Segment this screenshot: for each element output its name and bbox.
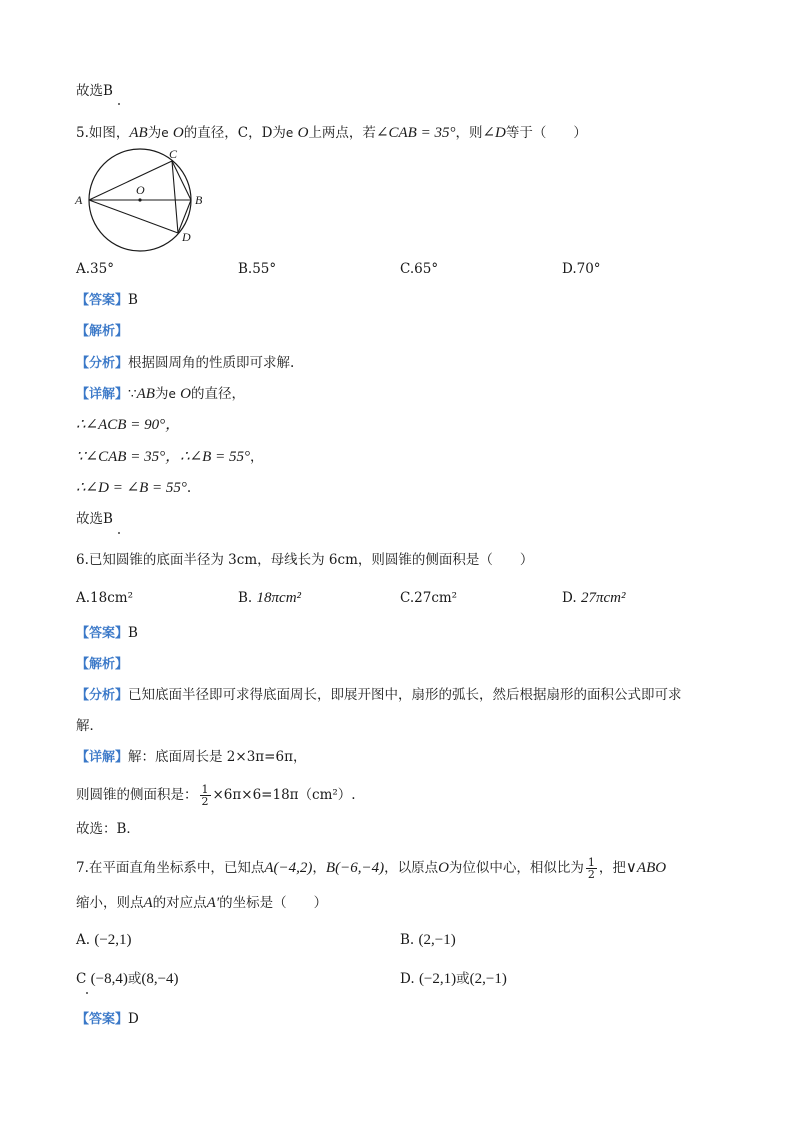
q5-detail-4: ∴∠D = ∠B = 55°. (76, 480, 192, 496)
q5-analysis: 【分析】根据圆周角的性质即可求解. (76, 355, 295, 371)
label-a: A (75, 193, 83, 207)
q6-analysis-2: 解． (76, 718, 103, 734)
closing-line-q4: 故选B (76, 83, 113, 99)
q7-option-d: D. (−2,1)或(2,−1) (400, 971, 507, 987)
q5-option-d: D.70° (562, 261, 601, 277)
q5-answer: 【答案】B (76, 292, 138, 308)
q6-detail-2: 则圆锥的侧面积是： $\frac{1}{2}$ ×6π×6=18π（cm²）. (76, 783, 356, 808)
chord-bd (178, 200, 191, 233)
center-dot (138, 198, 141, 201)
chord-ad (89, 200, 178, 233)
q7-option-c: C (−8,4)或(8,−4) (76, 971, 179, 987)
q6-option-b: B. 18πcm² (238, 590, 302, 606)
dot-mark (118, 103, 120, 105)
q6-detail-1: 【详解】解：底面周长是 2×3π=6π， (76, 749, 307, 765)
q7-option-a: A. (−2,1) (76, 932, 132, 948)
q5-jiexi: 【解析】 (76, 324, 129, 339)
label-d: D (182, 230, 191, 244)
q5-option-b: B.55° (238, 261, 277, 277)
q7-option-b: B. (2,−1) (400, 932, 456, 948)
q6-analysis-1: 【分析】已知底面半径即可求得底面周长，即展开图中，扇形的弧长，然后根据扇形的面积公式即可求 (76, 687, 682, 703)
q5-option-a: A.35° (76, 261, 114, 277)
fraction-half: $\frac{1}{2}$ (201, 783, 209, 808)
q6-jiexi: 【解析】 (76, 657, 129, 672)
dot-mark (118, 532, 120, 534)
q5-detail-2: ∴∠ACB = 90°， (76, 417, 181, 433)
q5-option-c: C.65° (400, 261, 439, 277)
dot-mark (86, 992, 88, 994)
q5-detail-3: ∵∠CAB = 35°，∴∠B = 55°， (76, 449, 264, 465)
q6-option-a: A.18cm² (76, 590, 133, 606)
label-o: O (136, 183, 145, 197)
q6-option-d: D. 27πcm² (562, 590, 626, 606)
q6-closing: 故选：B． (76, 821, 140, 837)
fraction-ratio: $\frac{1}{2}$ (587, 856, 595, 881)
question-6-stem: 6.已知圆锥的底面半径为 3cm，母线长为 6cm，则圆锥的侧面积是（ ） (76, 552, 534, 568)
question-5-stem: 5.如图，AB为e O的直径，C，D为e O上两点，若∠CAB = 35°，则∠D等于（ ） (76, 125, 587, 141)
q6-answer: 【答案】B (76, 625, 138, 641)
q7-answer: 【答案】D (76, 1011, 139, 1027)
label-b: B (195, 193, 202, 207)
label-c: C (169, 147, 178, 161)
q5-closing: 故选B (76, 511, 113, 527)
question-7-stem-1: 7.在平面直角坐标系中，已知点A(−4,2)，B(−6,−4)，以原点O为位似中心，相似比为 $\frac{1}{2}$ ，把∨ABO (76, 856, 667, 881)
circle-figure (72, 145, 202, 255)
q6-option-c: C.27cm² (400, 590, 458, 606)
question-7-stem-2: 缩小，则点A的对应点A′的坐标是（ ） (76, 895, 328, 911)
q5-detail-1: 【详解】∵AB为e O的直径， (76, 386, 245, 402)
